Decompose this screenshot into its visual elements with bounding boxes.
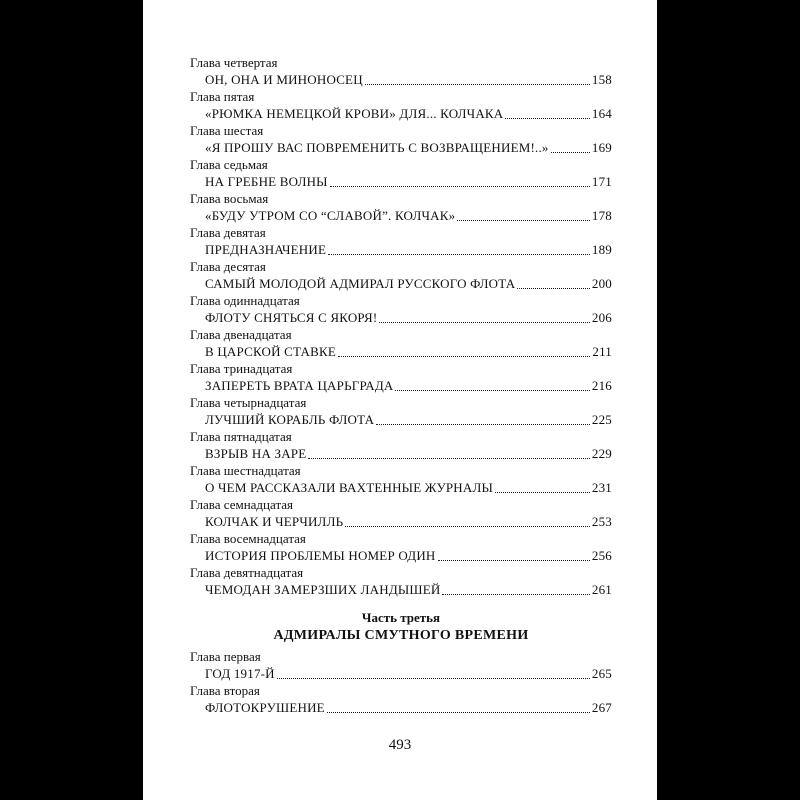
- chapter-label: Глава шестая: [190, 123, 264, 138]
- chapter-title: ПРЕДНАЗНАЧЕНИЕ: [205, 242, 327, 257]
- chapter-title: ЛУЧШИЙ КОРАБЛЬ ФЛОТА: [205, 412, 375, 427]
- chapter-label: Глава одиннадцатая: [190, 293, 300, 308]
- toc-entry: [190, 683, 612, 717]
- dot-leader: [457, 219, 590, 221]
- chapter-page-number: 253: [591, 514, 612, 529]
- dot-leader: [365, 83, 590, 85]
- chapter-label: Глава пятая: [190, 89, 255, 104]
- toc-entry: [190, 259, 612, 293]
- chapter-label: Глава двенадцатая: [190, 327, 292, 342]
- chapter-title: О ЧЕМ РАССКАЗАЛИ ВАХТЕННЫЕ ЖУРНАЛЫ: [205, 480, 494, 495]
- chapter-page-number: 216: [591, 378, 612, 393]
- toc-entry: [190, 225, 612, 259]
- toc-entry: [190, 497, 612, 531]
- dot-leader: [517, 287, 590, 289]
- chapter-label: Глава девятнадцатая: [190, 565, 304, 580]
- chapter-title: ФЛОТУ СНЯТЬСЯ С ЯКОРЯ!: [205, 310, 378, 325]
- table-of-contents: [190, 55, 612, 717]
- dot-leader: [395, 389, 589, 391]
- dot-leader: [327, 711, 590, 713]
- chapter-line: [205, 546, 612, 565]
- chapter-title: НА ГРЕБНЕ ВОЛНЫ: [205, 174, 328, 189]
- chapter-line: [205, 70, 612, 89]
- chapter-page-number: 225: [591, 412, 612, 427]
- dot-leader: [308, 457, 590, 459]
- toc-entry: [190, 463, 612, 497]
- chapter-label: Глава шестнадцатая: [190, 463, 301, 478]
- chapter-line: [205, 342, 612, 361]
- chapter-list-part-two: [190, 55, 612, 599]
- chapter-label: Глава седьмая: [190, 157, 268, 172]
- chapter-line: [205, 376, 612, 395]
- chapter-label: Глава четвертая: [190, 55, 278, 70]
- chapter-label: Глава семнадцатая: [190, 497, 294, 512]
- toc-entry: [190, 429, 612, 463]
- toc-entry: [190, 565, 612, 599]
- chapter-list-part-three: [190, 649, 612, 717]
- chapter-title: «Я ПРОШУ ВАС ПОВРЕМЕНИТЬ С ВОЗВРАЩЕНИЕМ!..»: [205, 140, 549, 155]
- right-black-border: [657, 0, 800, 800]
- toc-entry: [190, 531, 612, 565]
- chapter-page-number: 171: [591, 174, 612, 189]
- chapter-title: ГОД 1917-Й: [205, 666, 275, 681]
- dot-leader: [551, 151, 590, 153]
- chapter-page-number: 267: [591, 700, 612, 715]
- chapter-label: Глава вторая: [190, 683, 260, 698]
- chapter-line: [205, 206, 612, 225]
- chapter-line: [205, 410, 612, 429]
- chapter-line: [205, 580, 612, 599]
- dot-leader: [338, 355, 590, 357]
- chapter-line: [205, 308, 612, 327]
- chapter-page-number: 169: [591, 140, 612, 155]
- chapter-title: В ЦАРСКОЙ СТАВКЕ: [205, 344, 336, 359]
- chapter-label: Глава первая: [190, 649, 261, 664]
- chapter-title: «РЮМКА НЕМЕЦКОЙ КРОВИ» ДЛЯ... КОЛЧАКА: [205, 106, 504, 121]
- part-heading: [190, 609, 612, 645]
- toc-entry: [190, 649, 612, 683]
- chapter-page-number: 206: [591, 310, 612, 325]
- chapter-page-number: 189: [591, 242, 612, 257]
- chapter-page-number: 231: [591, 480, 612, 495]
- toc-entry: [190, 361, 612, 395]
- dot-leader: [277, 677, 590, 679]
- toc-entry: [190, 191, 612, 225]
- dot-leader: [345, 525, 590, 527]
- chapter-line: [205, 664, 612, 683]
- chapter-title: «БУДУ УТРОМ СО “СЛАВОЙ”. КОЛЧАК»: [205, 208, 456, 223]
- toc-entry: [190, 123, 612, 157]
- chapter-label: Глава восемнадцатая: [190, 531, 306, 546]
- chapter-title: ВЗРЫВ НА ЗАРЕ: [205, 446, 307, 461]
- toc-entry: [190, 157, 612, 191]
- chapter-page-number: 200: [591, 276, 612, 291]
- dot-leader: [328, 253, 590, 255]
- chapter-line: [205, 240, 612, 259]
- chapter-label: Глава пятнадцатая: [190, 429, 292, 444]
- chapter-title: ОН, ОНА И МИНОНОСЕЦ: [205, 72, 363, 87]
- chapter-label: Глава восьмая: [190, 191, 269, 206]
- left-black-border: [0, 0, 143, 800]
- chapter-page-number: 211: [592, 344, 612, 359]
- dot-leader: [442, 593, 589, 595]
- chapter-line: [205, 512, 612, 531]
- dot-leader: [505, 117, 590, 119]
- chapter-title: ЧЕМОДАН ЗАМЕРЗШИХ ЛАНДЫШЕЙ: [205, 582, 441, 597]
- chapter-title: ИСТОРИЯ ПРОБЛЕМЫ НОМЕР ОДИН: [205, 548, 436, 563]
- dot-leader: [379, 321, 589, 323]
- dot-leader: [438, 559, 590, 561]
- chapter-page-number: 164: [591, 106, 612, 121]
- chapter-label: Глава десятая: [190, 259, 266, 274]
- chapter-label: Глава тринадцатая: [190, 361, 293, 376]
- toc-entry: [190, 327, 612, 361]
- toc-entry: [190, 395, 612, 429]
- chapter-page-number: 158: [591, 72, 612, 87]
- page-number: 493: [388, 737, 412, 753]
- chapter-page-number: 229: [591, 446, 612, 461]
- chapter-label: Глава девятая: [190, 225, 266, 240]
- chapter-title: КОЛЧАК И ЧЕРЧИЛЛЬ: [205, 514, 344, 529]
- toc-entry: [190, 89, 612, 123]
- dot-leader: [330, 185, 590, 187]
- chapter-line: [205, 138, 612, 157]
- book-page: [143, 0, 657, 800]
- part-label: Часть третья: [361, 610, 441, 625]
- chapter-label: Глава четырнадцатая: [190, 395, 307, 410]
- part-title: АДМИРАЛЫ СМУТНОГО ВРЕМЕНИ: [273, 628, 529, 643]
- toc-entry: [190, 55, 612, 89]
- chapter-line: [205, 274, 612, 293]
- chapter-line: [205, 104, 612, 123]
- dot-leader: [376, 423, 590, 425]
- chapter-page-number: 265: [591, 666, 612, 681]
- chapter-line: [205, 478, 612, 497]
- chapter-title: ЗАПЕРЕТЬ ВРАТА ЦАРЬГРАДА: [205, 378, 394, 393]
- chapter-page-number: 256: [591, 548, 612, 563]
- chapter-title: ФЛОТОКРУШЕНИЕ: [205, 700, 325, 715]
- chapter-line: [205, 172, 612, 191]
- chapter-page-number: 178: [591, 208, 612, 223]
- toc-entry: [190, 293, 612, 327]
- chapter-line: [205, 444, 612, 463]
- dot-leader: [495, 491, 590, 493]
- chapter-page-number: 261: [591, 582, 612, 597]
- chapter-line: [205, 698, 612, 717]
- chapter-title: САМЫЙ МОЛОДОЙ АДМИРАЛ РУССКОГО ФЛОТА: [205, 276, 516, 291]
